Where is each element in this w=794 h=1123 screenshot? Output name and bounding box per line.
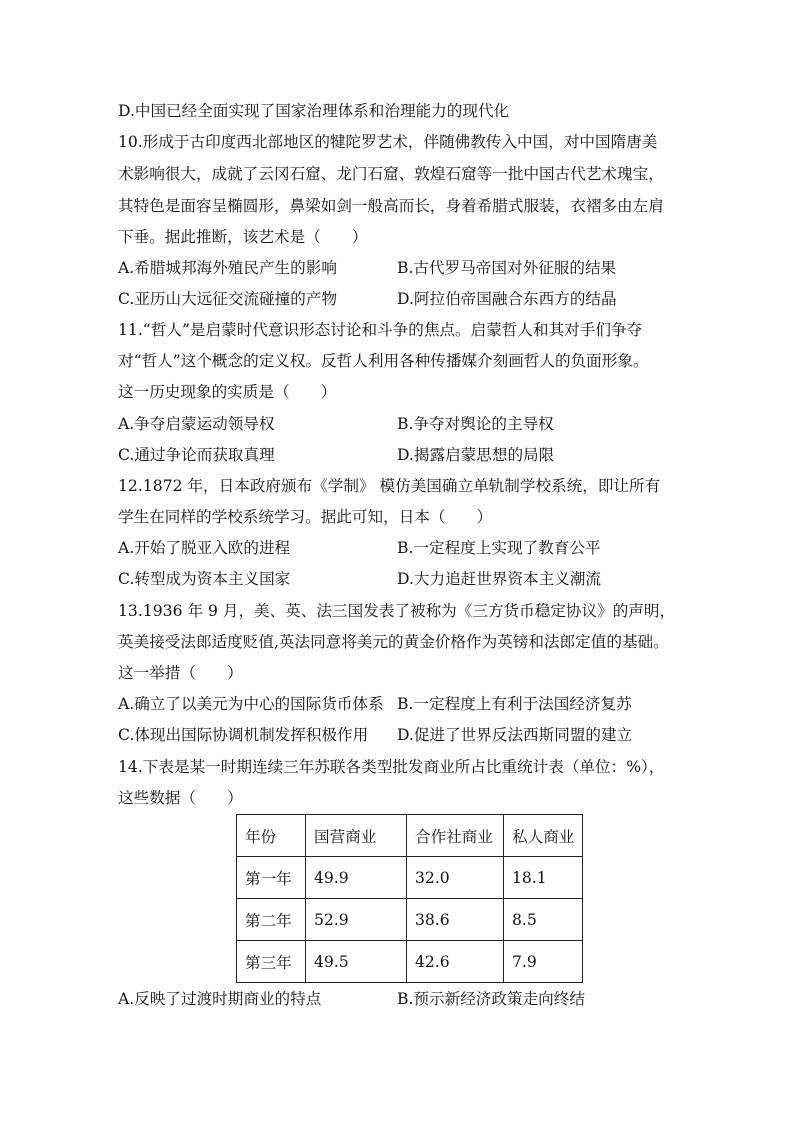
table-cell: 第一年 (237, 857, 306, 899)
q13-option-b: B.一定程度上有利于法国经济复苏 (397, 695, 632, 713)
q13-stem-line: 这一举措（ ） (118, 664, 243, 682)
table-row (237, 899, 583, 941)
table-cell: 8.5 (504, 899, 583, 941)
q13-stem-line: 英美接受法郎适度贬值,英法同意将美元的黄金价格作为英镑和法郎定值的基础。 (118, 633, 669, 651)
q10-stem-line: 下垂。据此推断，该艺术是（ ） (118, 228, 368, 246)
table-cell: 18.1 (504, 857, 583, 899)
q11-option-c: C.通过争论而获取真理 (118, 446, 275, 464)
table-header-cell: 国营商业 (306, 815, 407, 857)
table-header-cell: 合作社商业 (407, 815, 504, 857)
q11-option-d: D.揭露启蒙思想的局限 (397, 446, 555, 464)
q14-stem-line: 14.下表是某一时期连续三年苏联各类型批发商业所占比重统计表（单位：%）， (118, 758, 665, 776)
table-cell: 42.6 (407, 941, 504, 983)
q10-option-c: C.亚历山大远征交流碰撞的产物 (118, 290, 338, 308)
q11-stem-line: 11.“哲人”是启蒙时代意识形态讨论和斗争的焦点。启蒙哲人和其对手们争夺 (118, 321, 643, 339)
q10-option-d: D.阿拉伯帝国融合东西方的结晶 (397, 290, 617, 308)
table-header-cell: 私人商业 (504, 815, 583, 857)
table-cell: 49.5 (306, 941, 407, 983)
q13-option-c: C.体现出国际协调机制发挥积极作用 (118, 726, 369, 744)
q14-option-a: A.反映了过渡时期商业的特点 (118, 990, 322, 1008)
table-header-row (237, 815, 583, 857)
q14-stem-line: 这些数据（ ） (118, 789, 243, 807)
table-row (237, 857, 583, 899)
q11-stem-line: 这一历史现象的实质是（ ） (118, 383, 337, 401)
q10-option-a: A.希腊城邦海外殖民产生的影响 (118, 259, 337, 277)
q9-option-d: D.中国已经全面实现了国家治理体系和治理能力的现代化 (118, 102, 510, 120)
q12-stem-line: 学生在同样的学校系统学习。据此可知，日本（ ） (118, 508, 493, 526)
q13-stem-line: 13.1936 年 9 月，美、英、法三国发表了被称为《三方货币稳定协议》的声明， (118, 602, 676, 620)
table-cell: 38.6 (407, 899, 504, 941)
q10-stem-line: 其特色是面容呈椭圆形，鼻梁如剑一般高而长，身着希腊式服装，衣褶多由左肩 (118, 197, 664, 215)
q11-option-a: A.争夺启蒙运动领导权 (118, 415, 275, 433)
q12-option-c: C.转型成为资本主义国家 (118, 570, 291, 588)
table-header-cell: 年份 (237, 815, 306, 857)
q11-option-b: B.争夺对舆论的主导权 (397, 415, 554, 433)
q14-option-b: B.预示新经济政策走向终结 (397, 990, 585, 1008)
table-cell: 32.0 (407, 857, 504, 899)
q12-option-a: A.开始了脱亚入欧的进程 (118, 539, 291, 557)
q10-stem-line: 10.形成于古印度西北部地区的犍陀罗艺术，伴随佛教传入中国，对中国隋唐美 (118, 133, 658, 151)
q13-option-d: D.促进了世界反法西斯同盟的建立 (397, 726, 633, 744)
wholesale-share-table (236, 814, 583, 983)
q12-option-b: B.一定程度上实现了教育公平 (397, 539, 601, 557)
table-cell: 7.9 (504, 941, 583, 983)
q10-option-b: B.古代罗马帝国对外征服的结果 (397, 259, 617, 277)
q11-stem-line: 对“哲人”这个概念的定义权。反哲人利用各种传播媒介刻画哲人的负面形象。 (118, 352, 649, 370)
table-cell: 52.9 (306, 899, 407, 941)
q12-stem-line: 12.1872 年，日本政府颁布《学制》 模仿美国确立单轨制学校系统，即让所有 (118, 477, 661, 495)
table-cell: 49.9 (306, 857, 407, 899)
table-cell: 第二年 (237, 899, 306, 941)
q12-option-d: D.大力追赶世界资本主义潮流 (397, 570, 602, 588)
table-cell: 第三年 (237, 941, 306, 983)
q13-option-a: A.确立了以美元为中心的国际货币体系 (118, 695, 384, 713)
q10-stem-line: 术影响很大，成就了云冈石窟、龙门石窟、敦煌石窟等一批中国古代艺术瑰宝， (118, 165, 664, 183)
table-row (237, 941, 583, 983)
